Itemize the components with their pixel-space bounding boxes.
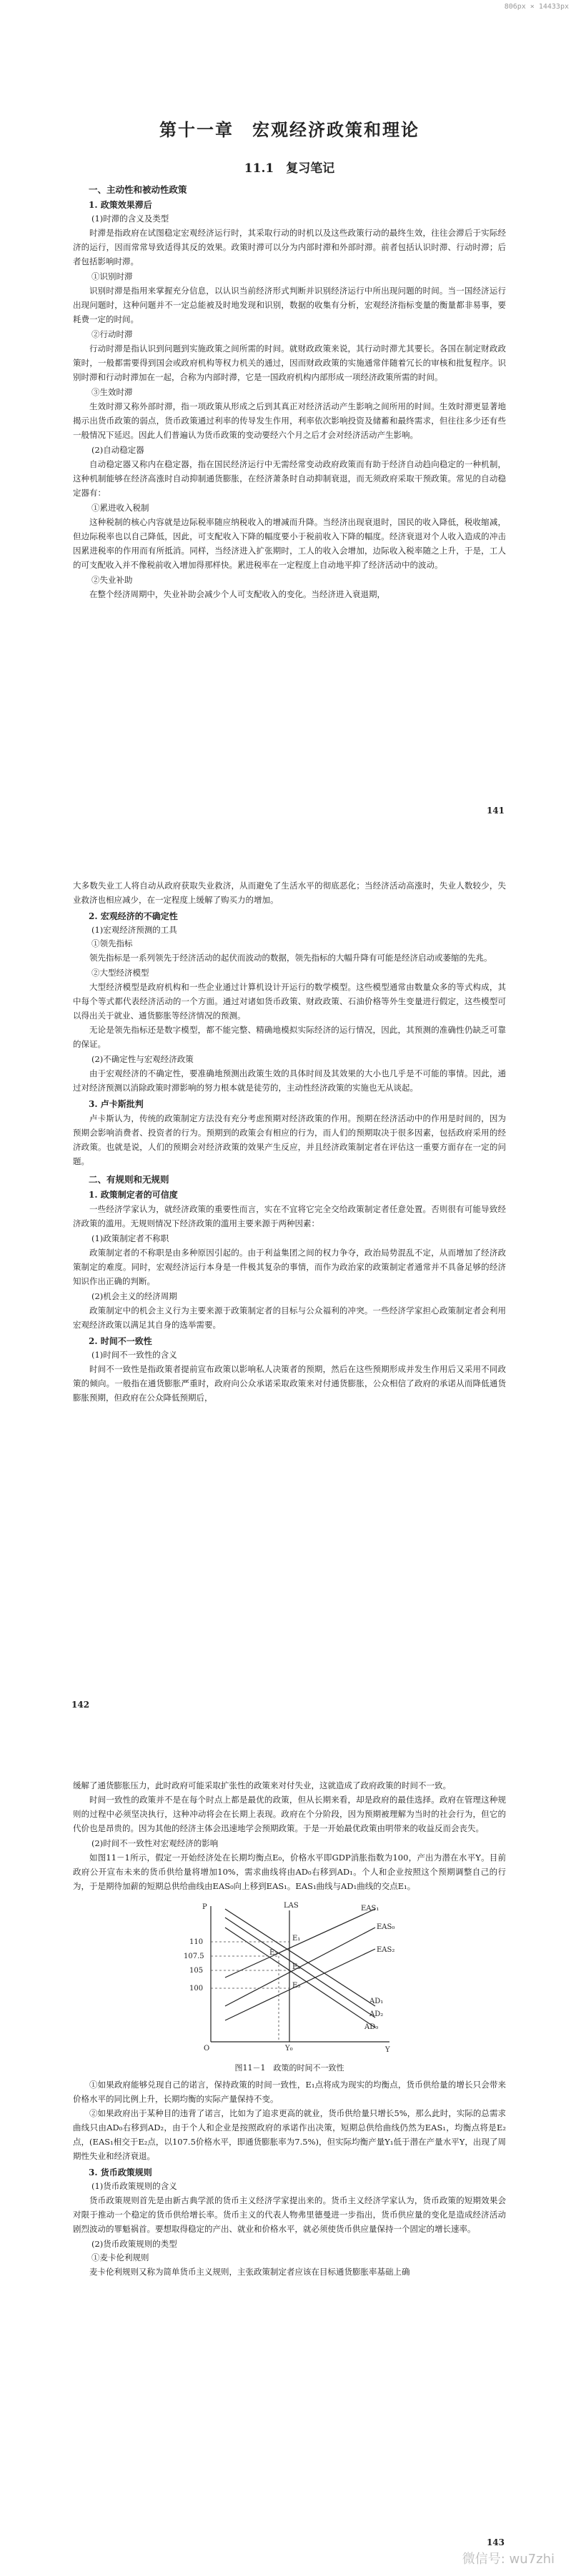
- heading-time-inconsistency: 2. 时间不一致性: [89, 1336, 152, 1346]
- paragraph: ①如果政府能够兑现自己的诺言，保持政策的时间一致性，E₁点将成为现实的均衡点，货币供给量的增长只会带来价格水平的同比例上升，长期均衡的实际产量保持不变。: [73, 2080, 506, 2104]
- heading-leading-indicators: ①领先指标: [91, 938, 133, 948]
- chapter-title: 第十一章 宏观经济政策和理论: [159, 119, 419, 140]
- paragraph: 一些经济学家认为，就经济政策的重要性而言，实在不宜将它完全交给政策制定者任意处置。否则很有可能导致经济政策的滥用。无规则情况下经济政策的滥用主要来源于两种因素：: [73, 1204, 506, 1228]
- section-title: 11.1 复习笔记: [244, 161, 335, 176]
- heading-lag-meaning: (1)时滞的含义及类型: [91, 214, 169, 224]
- heading-uncertainty: 2. 宏观经济的不确定性: [89, 911, 178, 921]
- yf-label: Y₀: [285, 2045, 293, 2053]
- paragraph: 在整个经济周期中，失业补助会减少个人可支配收入的变化。当经济进入衰退期，: [89, 589, 385, 599]
- paragraph: 行动时滞是指认识到问题到实施政策之间所需的时间。就财政政策来说，其行动时滞尤其要长。各国在制定财政政策时，一般都需要得到国会或政府机构等权力机关的通过，因而财政政策的实施通常伴随着冗长的审核和批复程序。识别时滞和行动时滞加在一起，合称为内部时滞，它是一国政府机构内部形成一项经济政策所需的时间。: [73, 344, 506, 382]
- figure-11-1: [182, 1899, 397, 2059]
- paragraph: 卢卡斯认为，传统的政策制定方法没有充分考虑预期对经济政策的作用。预期在经济活动中的作用是时间的，因为预期会影响消费者、投资者的行为。预期到的政策会有相应的行为，而人们的预期取决于很多因素，包括政府采用的经济政策。也就是说，人们的预期会对经济政策的效果产生反应，并且经济政策制定者在评估这一重要方面存在一定的问题。: [73, 1113, 506, 1166]
- heading-uncertainty-policy: (2)不确定性与宏观经济政策: [91, 1054, 194, 1064]
- e2-label: E₂: [269, 1949, 278, 1957]
- heading-large-models: ②大型经济模型: [91, 968, 149, 978]
- paragraph: 大型经济模型是政府机构和一些企业通过计算机设计开运行的数学模型。这些模型通常由数量众多的等式构成，其中每个等式都代表经济活动的一个方面。通过对诸如货币政策、财政政策、石油价格等外生变量进行假定，这些模型可以得出关于就业、通货膨胀等经济情况的预测。: [73, 982, 506, 1021]
- heading-two: 二、有规则和无规则: [89, 1174, 169, 1185]
- x-axis-label: Y: [385, 2046, 390, 2054]
- time-inconsistency-diagram: [182, 1899, 397, 2056]
- heading-monetary-rule-meaning: (1)货币政策规则的含义: [91, 2181, 177, 2191]
- heading-mccallum-rule: ①麦卡伦利规则: [91, 2252, 149, 2262]
- heading-one: 一、主动性和被动性政策: [89, 184, 187, 195]
- heading-effect-lag: ③生效时滞: [91, 387, 133, 397]
- paragraph: 识别时滞是指用来掌握充分信息，以认识当前经济形式判断并识别经济运行中所出现问题的时间。当一国经济运行出现问题时，这种问题并不一定总能被及时地发现和识别，数据的收集有分析，宏观经济指标变量的衡量都非易事，要耗费一定的时间。: [73, 286, 506, 324]
- paragraph: 货币政策规则首先是由新古典学派的货币主义经济学家提出来的。货币主义经济学家认为，货币政策的短期效果会对限于推动一个稳定的货币供给增长率。货币主义的代表人物弗里德曼进一步指出，货币供应量的变化是造成经济活动剧烈波动的罪魁祸首。要想取得稳定的产出、就业和价格水平，就必须使货币供应量保持一个固定的增长速率。: [73, 2195, 506, 2234]
- paragraph: 这种税制的核心内容就是边际税率随应纳税收入的增减而升降。当经济出现衰退时，国民的收入降低，税收缩减，但边际税率也以自己降低，因此，可支配收入下降的幅度要小于税前收入下降的幅度。经济衰退对个人收入造成的冲击因累进税率的作用而有所抵消。同样，当经济进入扩张期时，工人的收入会增加，边际收入税率随之上升，于是，工人的可支配收入并不像税前收入增加得那样快。累进税率在一定程度上自动地平抑了经济活动中的波动。: [73, 517, 506, 570]
- e0-label: E₀: [292, 1982, 301, 1990]
- paragraph: 时滞是指政府在试图稳定宏观经济运行时，其采取行动的时机以及这些政策行动的最终生效，往往会滞后于实际经济的运行，因而常常导致适得其反的效果。政策时滞可以分为内部时滞和外部时滞。前者包括认识时滞、行动时滞；后者包括影响时滞。: [73, 228, 506, 266]
- heading-incompetence: (1)政策制定者不称职: [91, 1233, 169, 1243]
- eas0-label: EAS₀: [377, 1923, 395, 1931]
- paragraph: 自动稳定器又称内在稳定器，指在国民经济运行中无需经常变动政府政策而有助于经济自动趋向稳定的一种机制，这种机制能够在经济高涨时自动抑制通货膨胀，在经济萧条时自动抑制衰退，而无须政府采取干预政策。常见的自动稳定器有：: [73, 459, 506, 498]
- paragraph: 政策制定者的不称职是由多种原因引起的。由于利益集团之间的权力争夺，政治局势混乱不定，从而增加了经济政策制定的难度。同时，宏观经济运行本身是一件极其复杂的事情，而作为政治家的政策制定者通常并不具备足够的经济知识作出正确的判断。: [73, 1248, 506, 1286]
- heading-progressive-tax: ①累进收入税制: [91, 503, 149, 513]
- paragraph: 时间一致性的政策并不是在每个时点上都是最优的政策，但从长期来看，却是政府的最佳选择。政府在管理这种规则的过程中必须坚决执行，这种冲动将会在长期上表现。政府在个分阶段，因为预期被理解为当时的社会行为，但它的代价也是昂贵的。因为其他的经济主体会迅速地学会预期政策。于是一开始最优政策由明带来的收益反而会丧失。: [73, 1795, 506, 1833]
- heading-lucas-critique: 3. 卢卡斯批判: [89, 1099, 144, 1109]
- tick-110: 110: [189, 1938, 204, 1946]
- paragraph: ②如果政府出于某种目的违背了诺言，比如为了追求更高的就业，货币供给量只增长5%，那么此时，实际的总需求曲线只由AD₀右移到AD₂，由于个人和企业是按照政府的承诺作出决策，短期总供给曲线仍然为EAS₁，均衡点将是E₂点，(EAS₁相交于E₂点，以107.5价格水平，即通货膨胀率为7.5%)，但实际均衡产量Y₁低于潜在产量水平Y，出现了周期性失业和经济衰退。: [73, 2108, 506, 2161]
- tick-100: 100: [189, 1985, 204, 1993]
- image-size-label: 806px × 14433px: [504, 3, 569, 11]
- paragraph: 如图11－1所示，假定一开始经济处在长期均衡点E₀，价格水平即GDP消胀指数为100，产出为潜在水平Y。目前政府公开宣布未来的货币供给量将增加10%，需求曲线将由AD₀右移到AD₁。个人和企业按照这个预期调整自己的行为，于是期待加薪的短期总供给曲线由EAS₀向上移到EAS₁。EAS₁曲线与AD₁曲线的交点E₁。: [73, 1853, 506, 1891]
- page-number: 142: [71, 1700, 90, 1710]
- paragraph: 缓解了通货膨胀压力，此时政府可能采取扩张性的政策来对付失业，这就造成了政府政策的时间不一致。: [73, 1780, 451, 1790]
- paragraph: 麦卡伦利规则又称为简单货币主义规则，主张政策制定者应该在目标通货膨胀率基础上确: [89, 2267, 410, 2277]
- paragraph: 由于宏观经济的不确定性，要准确地预测出政策生效的具体时间及其效果的大小也几乎是不可能的事情。因此，通过对经济预测以消除政策时滞影响的努力根本就是徒劳的，主动性经济政策的实施也无从谈起。: [73, 1068, 506, 1093]
- ad0-line: [225, 1928, 375, 2028]
- e3-label: E₃: [292, 1963, 301, 1971]
- page-143: [0, 1764, 576, 2576]
- heading-policy-lag: 1. 政策效果滞后: [89, 200, 152, 210]
- watermark: 微信号: wu7zhi: [462, 2552, 555, 2567]
- paragraph: 生效时滞又称外部时滞，指一项政策从形成之后到其真正对经济活动产生影响之间所用的时间。生效时滞更显著地揭示出货币政策的弱点，货币政策通过利率的传导发生作用，利率依次影响投资及储蓄和最终需求，但往往多少还有些一般情况下延迟。因此人们普遍认为货币政策的变动要经六个月之后才会对经济活动产生影响。: [73, 401, 506, 440]
- e1-label: E₁: [292, 1935, 301, 1943]
- heading-monetary-rule: 3. 货币政策规则: [89, 2167, 152, 2177]
- page-142-content: [73, 878, 506, 1405]
- page-number: 141: [486, 806, 505, 816]
- paragraph: 领先指标是一系列领先于经济活动的起伏而波动的数据，领先指标的大幅升降有可能是经济启动或萎缩的先兆。: [89, 953, 492, 963]
- origin-label: O: [204, 2045, 210, 2053]
- las-label: LAS: [284, 1902, 299, 1910]
- ad0-label: AD₀: [364, 2023, 379, 2031]
- figure-caption: 图11－1 政策的时间不一致性: [234, 2063, 344, 2073]
- page-142: [0, 864, 576, 1743]
- y-axis-label: P: [202, 1903, 207, 1911]
- heading-credibility: 1. 政策制定者的可信度: [89, 1190, 178, 1200]
- paragraph: 时间不一致性是指政策者提前宣布政策以影响私人决策者的预期，然后在这些预期形成并发生作用后又采用不同政策的倾向。一般指在通货膨胀严重时，政府向公众承诺采取政策来对付通货膨胀，公众相信了政府的承诺从而降低通货膨胀预期，但政府在公众降低预期后，: [73, 1364, 506, 1403]
- heading-impact: (2)时间不一致性对宏观经济的影响: [91, 1838, 219, 1848]
- heading-time-inconsistency-meaning: (1)时间不一致性的含义: [91, 1350, 177, 1360]
- tick-1075: 107.5: [184, 1953, 204, 1960]
- eas1-label: EAS₁: [361, 1905, 379, 1913]
- ad2-label: AD₂: [369, 2010, 384, 2018]
- eas2-label: EAS₂: [377, 1946, 395, 1954]
- heading-recognition-lag: ①识别时滞: [91, 271, 133, 281]
- page-143-content: [73, 1778, 506, 2279]
- heading-forecast-tools: (1)宏观经济预测的工具: [91, 925, 177, 935]
- page-number: 143: [486, 2537, 505, 2547]
- heading-unemployment-benefit: ②失业补助: [91, 575, 133, 585]
- heading-monetary-rule-types: (2)货币政策规则的类型: [91, 2239, 177, 2249]
- paragraph: 大多数失业工人将自动从政府获取失业救济，从而避免了生活水平的彻底恶化；当经济活动高涨时，失业人数较少，失业救济也相应减少，在一定程度上缓解了购买力的增加。: [73, 881, 506, 905]
- heading-opportunism: (2)机会主义的经济周期: [91, 1291, 177, 1301]
- page-141-content: [73, 16, 506, 601]
- top-info-bar: [0, 0, 576, 16]
- ad1-label: AD₁: [369, 1998, 384, 2005]
- ad1-line: [225, 1909, 375, 2006]
- heading-auto-stabilizer: (2)自动稳定器: [91, 445, 144, 455]
- heading-action-lag: ②行动时滞: [91, 329, 133, 339]
- page-141: [0, 16, 576, 844]
- paragraph: 政策制定中的机会主义行为主要来源于政策制定者的目标与公众福利的冲突。一些经济学家担心政策制定者会利用宏观经济政策以满足其自身的选举需要。: [73, 1305, 506, 1330]
- paragraph: 无论是领先指标还是数字模型，都不能完整、精确地模拟实际经济的运行情况，因此，其预测的准确性仍缺乏可靠的保证。: [73, 1025, 506, 1049]
- tick-105: 105: [189, 1967, 204, 1975]
